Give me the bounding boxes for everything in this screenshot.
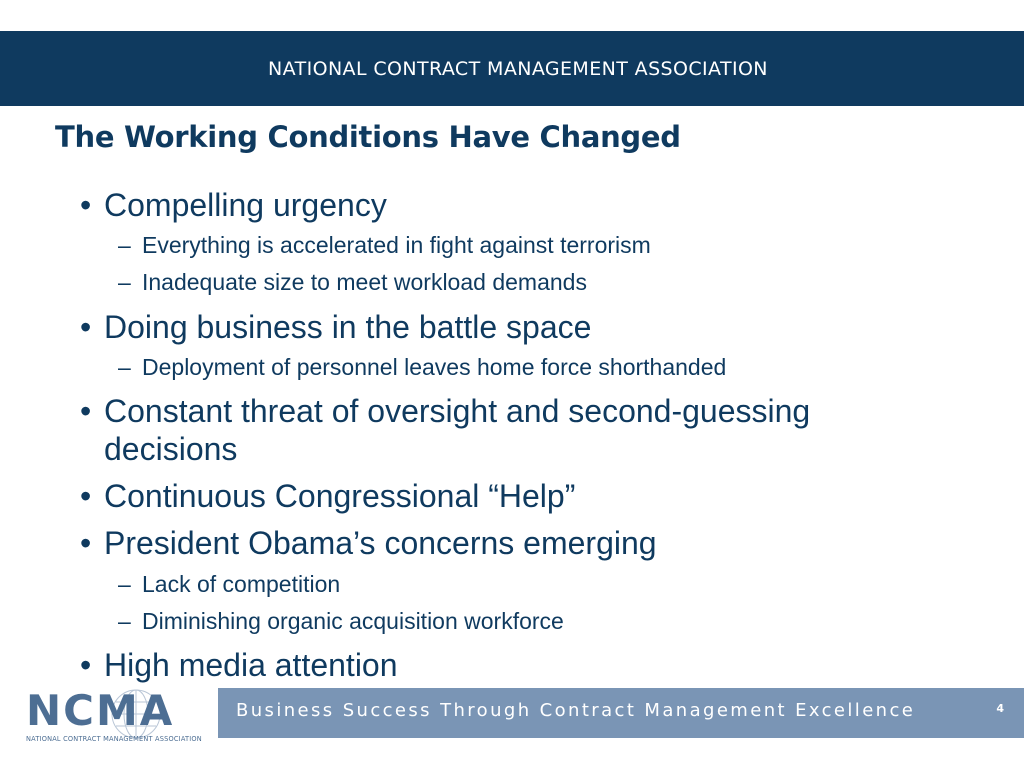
bullet-marker: •	[80, 309, 92, 345]
bullet-marker: •	[80, 525, 92, 561]
sub-bullet-item	[118, 268, 587, 296]
bullet-item	[80, 392, 900, 468]
sub-bullet-text: Diminishing organic acquisition workforce	[142, 608, 564, 634]
sub-bullet-item	[118, 607, 564, 635]
sub-bullet-marker: –	[118, 571, 131, 597]
sub-bullet-marker: –	[118, 269, 131, 295]
footer-tagline: Business Success Through Contract Management Excellence	[236, 700, 916, 721]
sub-bullet-item	[118, 353, 726, 381]
bullet-text: Doing business in the battle space	[104, 309, 592, 345]
bullet-item	[80, 477, 900, 515]
organization-name: NATIONAL CONTRACT MANAGEMENT ASSOCIATION	[268, 57, 768, 80]
bullet-item	[80, 186, 900, 224]
bullet-text: Continuous Congressional “Help”	[104, 478, 576, 514]
sub-bullet-text: Lack of competition	[142, 571, 341, 597]
ncma-logo	[18, 688, 213, 748]
sub-bullet-text: Inadequate size to meet workload demands	[142, 269, 587, 295]
bullet-item	[80, 646, 900, 684]
bullet-marker: •	[80, 187, 92, 223]
sub-bullet-item	[118, 570, 340, 598]
slide-title: The Working Conditions Have Changed	[55, 120, 681, 154]
sub-bullet-text: Deployment of personnel leaves home force shorthanded	[142, 354, 727, 380]
sub-bullet-text: Everything is accelerated in fight against terrorism	[142, 232, 651, 258]
bullet-marker: •	[80, 478, 92, 514]
bullet-text: High media attention	[104, 647, 398, 683]
page-number: 4	[996, 702, 1004, 715]
bullet-marker: •	[80, 647, 92, 683]
bullet-text: Constant threat of oversight and second-guessing decisions	[104, 393, 811, 467]
bullet-marker: •	[80, 393, 92, 429]
bullet-text: President Obama’s concerns emerging	[104, 525, 657, 561]
sub-bullet-marker: –	[118, 354, 131, 380]
sub-bullet-marker: –	[118, 232, 131, 258]
bullet-text: Compelling urgency	[104, 187, 387, 223]
bullet-item	[80, 308, 900, 346]
logo-subtitle: NATIONAL CONTRACT MANAGEMENT ASSOCIATION	[26, 735, 202, 743]
bullet-item	[80, 524, 900, 562]
footer-band	[218, 688, 1024, 738]
sub-bullet-marker: –	[118, 608, 131, 634]
header-band	[0, 31, 1024, 106]
logo-letters: NCMA	[26, 686, 175, 735]
sub-bullet-item	[118, 231, 651, 259]
